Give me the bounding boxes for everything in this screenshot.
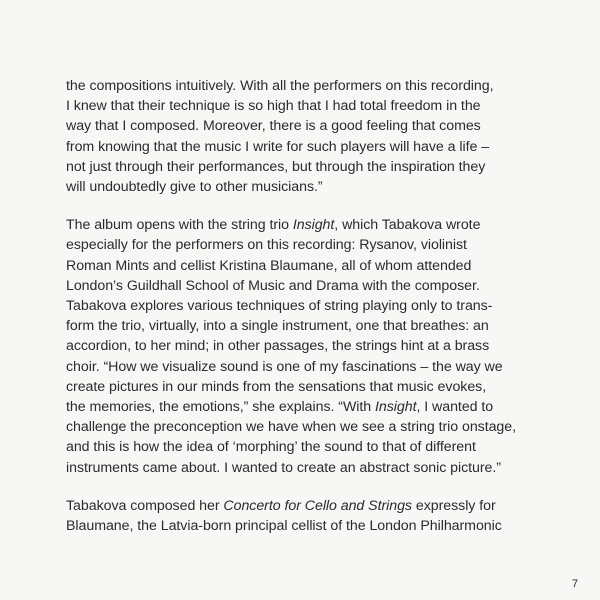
text-line xyxy=(66,96,550,116)
text-segment: from knowing that the music I write for such players will have a life – xyxy=(66,138,490,155)
text-segment: especially for the performers on this recording: Rysanov, violinist xyxy=(66,237,467,254)
paragraph-1 xyxy=(66,76,550,197)
text-segment: Blaumane, the Latvia-born principal cellist of the London Philharmonic xyxy=(66,518,502,535)
text-segment: , which Tabakova wrote xyxy=(334,217,481,234)
text-segment: Tabakova composed her xyxy=(66,497,224,514)
text-line xyxy=(66,316,550,336)
paragraph-2 xyxy=(66,215,550,478)
paragraph-gap xyxy=(66,197,550,215)
text-segment: the compositions intuitively. With all the performers on this recording, xyxy=(66,78,494,94)
paragraph-gap xyxy=(66,478,550,496)
italic-title: Insight xyxy=(375,399,417,416)
text-line xyxy=(66,177,550,197)
text-line xyxy=(66,296,550,316)
italic-title: Concerto for Cello and Strings xyxy=(223,497,412,514)
text-line xyxy=(66,516,550,536)
text-segment: , I wanted to xyxy=(416,399,494,416)
text-line xyxy=(66,235,550,255)
text-line xyxy=(66,458,550,478)
text-segment: way that I composed. Moreover, there is a good feeling that comes xyxy=(66,118,481,135)
text-segment: choir. “How we visualize sound is one of my fascinations – the way we xyxy=(66,358,503,375)
text-line xyxy=(66,215,550,235)
paragraph-3 xyxy=(66,496,550,536)
text-segment: expressly for xyxy=(411,497,496,514)
document-body xyxy=(66,76,550,536)
text-line xyxy=(66,116,550,136)
text-segment: I knew that their technique is so high that I had total freedom in the xyxy=(66,98,481,115)
text-segment: challenge the preconception we have when we see a string trio onstage, xyxy=(66,419,517,436)
text-line xyxy=(66,256,550,276)
text-segment: accordion, to her mind; in other passages, the strings hint at a brass xyxy=(66,338,490,355)
text-segment: instruments came about. I wanted to create an abstract sonic picture.” xyxy=(66,459,501,476)
text-line xyxy=(66,76,550,96)
text-segment: will undoubtedly give to other musicians.” xyxy=(66,179,323,196)
text-line xyxy=(66,336,550,356)
text-segment: the memories, the emotions,” she explains. “With xyxy=(66,399,376,416)
text-line xyxy=(66,137,550,157)
text-segment: not just through their performances, but through the inspiration they xyxy=(66,158,486,175)
text-segment: Tabakova explores various techniques of string playing only to trans- xyxy=(66,298,493,315)
text-line xyxy=(66,357,550,377)
page-number: 7 xyxy=(572,578,579,590)
text-line xyxy=(66,496,550,516)
text-segment: The album opens with the string trio xyxy=(66,217,293,234)
text-segment: create pictures in our minds from the sensations that music evokes, xyxy=(66,378,487,395)
text-line xyxy=(66,276,550,296)
text-line xyxy=(66,157,550,177)
text-segment: London’s Guildhall School of Music and Drama with the composer. xyxy=(66,277,480,294)
text-line xyxy=(66,437,550,457)
text-line xyxy=(66,417,550,437)
text-segment: Roman Mints and cellist Kristina Blaumane, all of whom attended xyxy=(66,257,472,274)
text-line xyxy=(66,377,550,397)
text-segment: form the trio, virtually, into a single instrument, one that breathes: an xyxy=(66,318,489,335)
text-line xyxy=(66,397,550,417)
italic-title: Insight xyxy=(292,217,335,234)
text-segment: and this is how the idea of ‘morphing’ the sound to that of different xyxy=(66,439,476,456)
